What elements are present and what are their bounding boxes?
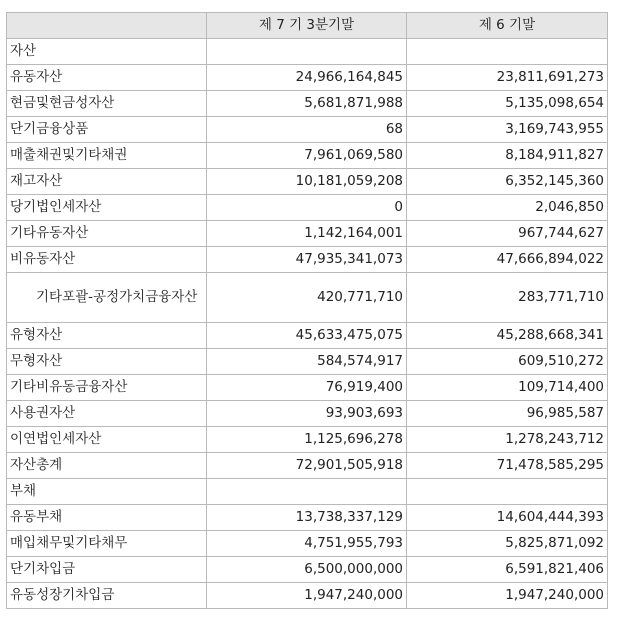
row-previous xyxy=(407,479,608,505)
row-previous: 47,666,894,022 xyxy=(407,247,608,273)
row-previous: 6,352,145,360 xyxy=(407,169,608,195)
row-current: 13,738,337,129 xyxy=(207,505,407,531)
header-previous-period: 제 6 기말 xyxy=(407,13,608,39)
table-row xyxy=(7,531,608,557)
table-row xyxy=(7,375,608,401)
row-label: 매입채무및기타채무 xyxy=(7,531,207,557)
row-label: 무형자산 xyxy=(7,349,207,375)
row-previous: 1,278,243,712 xyxy=(407,427,608,453)
row-current: 24,966,164,845 xyxy=(207,65,407,91)
row-previous: 71,478,585,295 xyxy=(407,453,608,479)
row-previous: 23,811,691,273 xyxy=(407,65,608,91)
table-row xyxy=(7,557,608,583)
row-previous: 1,947,240,000 xyxy=(407,583,608,609)
row-current: 0 xyxy=(207,195,407,221)
table-row xyxy=(7,273,608,323)
table-row xyxy=(7,91,608,117)
table-row xyxy=(7,453,608,479)
row-previous xyxy=(407,39,608,65)
row-label: 사용권자산 xyxy=(7,401,207,427)
row-previous: 2,046,850 xyxy=(407,195,608,221)
row-current: 6,500,000,000 xyxy=(207,557,407,583)
row-label: 현금및현금성자산 xyxy=(7,91,207,117)
balance-sheet-table xyxy=(6,12,608,609)
row-label: 단기금융상품 xyxy=(7,117,207,143)
table-row xyxy=(7,583,608,609)
row-label: 유동자산 xyxy=(7,65,207,91)
row-current: 76,919,400 xyxy=(207,375,407,401)
row-current xyxy=(207,479,407,505)
row-current: 420,771,710 xyxy=(207,273,407,323)
row-label: 자산총계 xyxy=(7,453,207,479)
table-row xyxy=(7,65,608,91)
table-row xyxy=(7,169,608,195)
row-label: 단기차입금 xyxy=(7,557,207,583)
row-label: 유동부채 xyxy=(7,505,207,531)
table-row xyxy=(7,195,608,221)
row-current: 10,181,059,208 xyxy=(207,169,407,195)
row-label: 유동성장기차입금 xyxy=(7,583,207,609)
row-previous: 8,184,911,827 xyxy=(407,143,608,169)
row-label: 비유동자산 xyxy=(7,247,207,273)
table-row xyxy=(7,401,608,427)
header-label xyxy=(7,13,207,39)
row-previous: 6,591,821,406 xyxy=(407,557,608,583)
table-row xyxy=(7,349,608,375)
table-row xyxy=(7,39,608,65)
table-row xyxy=(7,143,608,169)
table-row xyxy=(7,323,608,349)
row-previous: 109,714,400 xyxy=(407,375,608,401)
row-label: 당기법인세자산 xyxy=(7,195,207,221)
row-previous: 609,510,272 xyxy=(407,349,608,375)
row-current: 1,125,696,278 xyxy=(207,427,407,453)
row-label: 재고자산 xyxy=(7,169,207,195)
row-current: 584,574,917 xyxy=(207,349,407,375)
row-current: 72,901,505,918 xyxy=(207,453,407,479)
row-label: 기타포괄-공정가치금융자산 xyxy=(7,273,207,323)
row-previous: 5,135,098,654 xyxy=(407,91,608,117)
row-current: 47,935,341,073 xyxy=(207,247,407,273)
row-current: 5,681,871,988 xyxy=(207,91,407,117)
row-label: 이연법인세자산 xyxy=(7,427,207,453)
row-previous: 283,771,710 xyxy=(407,273,608,323)
header-row xyxy=(7,13,608,39)
row-label: 매출채권및기타채권 xyxy=(7,143,207,169)
row-current: 1,947,240,000 xyxy=(207,583,407,609)
row-label: 기타비유동금융자산 xyxy=(7,375,207,401)
header-current-period: 제 7 기 3분기말 xyxy=(207,13,407,39)
row-label: 자산 xyxy=(7,39,207,65)
table-row xyxy=(7,427,608,453)
row-previous: 967,744,627 xyxy=(407,221,608,247)
row-previous: 96,985,587 xyxy=(407,401,608,427)
row-label: 기타유동자산 xyxy=(7,221,207,247)
row-previous: 45,288,668,341 xyxy=(407,323,608,349)
table-row xyxy=(7,479,608,505)
row-current: 93,903,693 xyxy=(207,401,407,427)
row-previous: 5,825,871,092 xyxy=(407,531,608,557)
row-previous: 3,169,743,955 xyxy=(407,117,608,143)
row-previous: 14,604,444,393 xyxy=(407,505,608,531)
table-row xyxy=(7,247,608,273)
table-row xyxy=(7,505,608,531)
row-current: 7,961,069,580 xyxy=(207,143,407,169)
row-label: 부채 xyxy=(7,479,207,505)
row-current: 4,751,955,793 xyxy=(207,531,407,557)
table-row xyxy=(7,117,608,143)
row-current: 1,142,164,001 xyxy=(207,221,407,247)
row-current: 45,633,475,075 xyxy=(207,323,407,349)
row-label: 유형자산 xyxy=(7,323,207,349)
row-current: 68 xyxy=(207,117,407,143)
row-current xyxy=(207,39,407,65)
table-row xyxy=(7,221,608,247)
